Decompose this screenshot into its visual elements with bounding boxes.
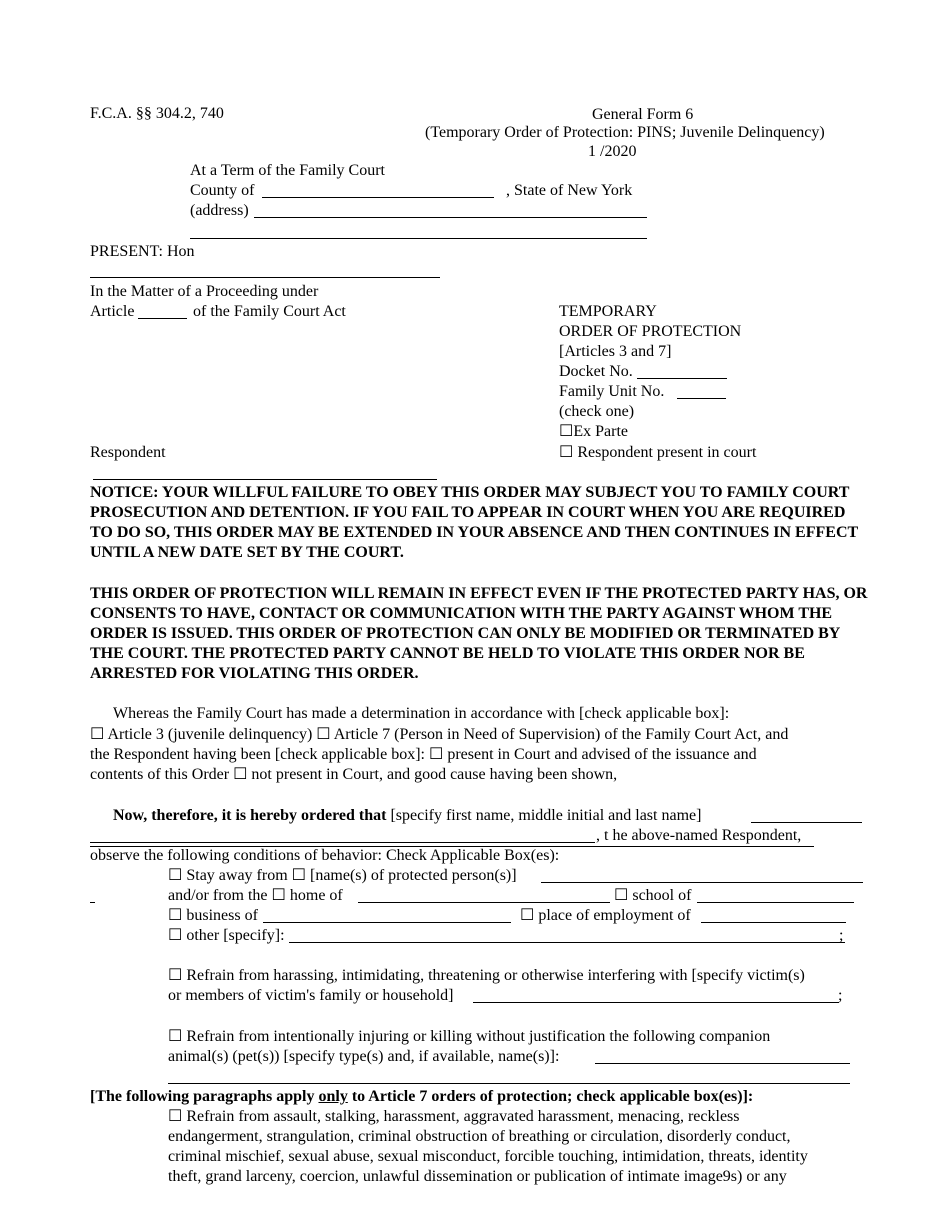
form-subtitle: (Temporary Order of Protection: PINS; Juvenile Delinquency) [425, 124, 825, 141]
article7-heading [90, 1087, 753, 1107]
article7-line-2: endangerment, strangulation, criminal obstruction of breathing or circulation, disorderly conduct, [168, 1128, 791, 1145]
stay-away-checkbox[interactable]: ☐ Stay away from ☐ [name(s) of protected person(s)] [168, 867, 517, 884]
refrain-harassing-checkbox[interactable]: ☐ Refrain from harassing, intimidating, threatening or otherwise interfering with [specify victim(s) [168, 967, 805, 984]
school-of-line[interactable] [697, 902, 854, 903]
address-field-line-2[interactable] [190, 238, 647, 239]
ordered-bold: Now, therefore, it is hereby ordered that [113, 807, 387, 824]
refrain-animals-line-2: animal(s) (pet(s)) [specify type(s) and, if available, name(s)]: [168, 1048, 560, 1065]
employment-line[interactable] [701, 922, 846, 923]
respondent-name-field-2[interactable] [90, 842, 595, 843]
respondent-label: Respondent [90, 444, 166, 461]
home-of-line[interactable] [358, 902, 610, 903]
ordered-rest: [specify first name, middle initial and last name] [386, 807, 702, 824]
article7-line-4: theft, grand larceny, coercion, unlawful dissemination or publication of intimate image9s) or any [168, 1168, 787, 1185]
address-field-line[interactable] [254, 217, 647, 218]
matter-line: In the Matter of a Proceeding under [90, 283, 319, 300]
respondent-tail: , t he above-named Respondent, [596, 827, 802, 844]
home-of-checkbox[interactable]: and/or from the ☐ home of [168, 887, 343, 904]
article7-heading-b: to Article 7 orders of protection; check applicable box(es)]: [347, 1088, 754, 1105]
county-label: County of [190, 182, 255, 199]
county-field-line[interactable] [262, 197, 494, 198]
refrain-animals-checkbox[interactable]: ☐ Refrain from intentionally injuring or killing without justification the following companion [168, 1028, 771, 1045]
animals-line[interactable] [595, 1063, 850, 1064]
refrain-harassing-end: ; [838, 987, 843, 1004]
animals-line-2[interactable] [168, 1083, 850, 1084]
margin-mark [90, 902, 95, 903]
other-checkbox[interactable]: ☐ other [specify]: [168, 927, 285, 944]
victim-line[interactable] [473, 1002, 839, 1003]
court-term: At a Term of the Family Court [190, 162, 385, 179]
form-date: 1 /2020 [588, 143, 637, 160]
observe-conditions: observe the following conditions of behavior: Check Applicable Box(es): [90, 847, 560, 864]
check-one-label: (check one) [559, 403, 635, 420]
address-label: (address) [190, 202, 249, 219]
state-label: , State of New York [506, 182, 633, 199]
whereas-line-2[interactable]: ☐ Article 3 (juvenile delinquency) ☐ Article 7 (Person in Need of Supervision) of the Family Court Act, and [90, 726, 789, 743]
ordered-clause [113, 806, 701, 826]
notice-remain-in-effect: THIS ORDER OF PROTECTION WILL REMAIN IN EFFECT EVEN IF THE PROTECTED PARTY HAS, OR CONSENTS TO HAVE, CONTACT OR COMMUNICATION WITH THE PARTY AGAINST WHOM THE ORDER IS ISSUED. THIS ORDER OF PROTECTION CAN ONLY BE MODIFIED OR TERMINATED BY THE COURT. THE PROTECTED PARTY CANNOT BE HELD TO VIOLATE THIS ORDER NOR BE ARRESTED FOR VIOLATING THIS ORDER. [90, 585, 868, 682]
family-unit-label: Family Unit No. [559, 383, 665, 400]
place-of-employment-checkbox[interactable]: ☐ place of employment of [520, 907, 691, 924]
refrain-harassing-line-2: or members of victim's family or household] [168, 987, 454, 1004]
form-name: General Form 6 [592, 106, 694, 123]
article7-line-3: criminal mischief, sexual abuse, sexual misconduct, forcible touching, intimidation, threats, identity [168, 1148, 808, 1165]
article-suffix: of the Family Court Act [193, 303, 346, 320]
family-unit-line[interactable] [677, 398, 726, 399]
whereas-line-1: Whereas the Family Court has made a determination in accordance with [check applicable box]: [113, 705, 730, 722]
business-of-checkbox[interactable]: ☐ business of [168, 907, 258, 924]
refrain-assault-checkbox[interactable]: ☐ Refrain from assault, stalking, harassment, aggravated harassment, menacing, reckless [168, 1108, 740, 1125]
judge-name-line[interactable] [90, 277, 440, 278]
article7-heading-a: [The following paragraphs apply [90, 1088, 319, 1105]
protected-person-line[interactable] [541, 882, 863, 883]
statute-citation: F.C.A. §§ 304.2, 740 [90, 105, 224, 122]
respondent-name-field-1[interactable] [751, 822, 862, 823]
caption-title-1: TEMPORARY [559, 303, 657, 320]
school-of-checkbox[interactable]: ☐ school of [614, 887, 692, 904]
notice-willful-failure: NOTICE: YOUR WILLFUL FAILURE TO OBEY THIS ORDER MAY SUBJECT YOU TO FAMILY COURT PROSECUTION AND DETENTION. IF YOU FAIL TO APPEAR IN COURT WHEN YOU ARE REQUIRED TO DO SO, THIS ORDER MAY BE EXTENDED IN YOUR ABSENCE AND THEN CONTINUES IN EFFECT UNTIL A NEW DATE SET BY THE COURT. [90, 484, 858, 561]
caption-title-2: ORDER OF PROTECTION [559, 323, 742, 340]
docket-number-line[interactable] [637, 378, 727, 379]
other-line[interactable] [289, 942, 845, 943]
article-label: Article [90, 303, 135, 320]
business-of-line[interactable] [263, 922, 511, 923]
present-label: PRESENT: Hon [90, 243, 195, 260]
article-number-line[interactable] [138, 318, 187, 319]
respondent-present-checkbox[interactable]: ☐ Respondent present in court [559, 444, 757, 461]
ex-parte-checkbox[interactable]: ☐Ex Parte [559, 423, 628, 440]
docket-label: Docket No. [559, 363, 633, 380]
whereas-line-3[interactable]: the Respondent having been [check applicable box]: ☐ present in Court and advised of the issuance and [90, 746, 757, 763]
whereas-line-4[interactable]: contents of this Order ☐ not present in Court, and good cause having been shown, [90, 766, 618, 783]
caption-articles: [Articles 3 and 7] [559, 343, 672, 360]
respondent-name-line[interactable] [93, 479, 437, 480]
article7-heading-only: only [318, 1088, 348, 1105]
other-end: ; [839, 927, 844, 944]
